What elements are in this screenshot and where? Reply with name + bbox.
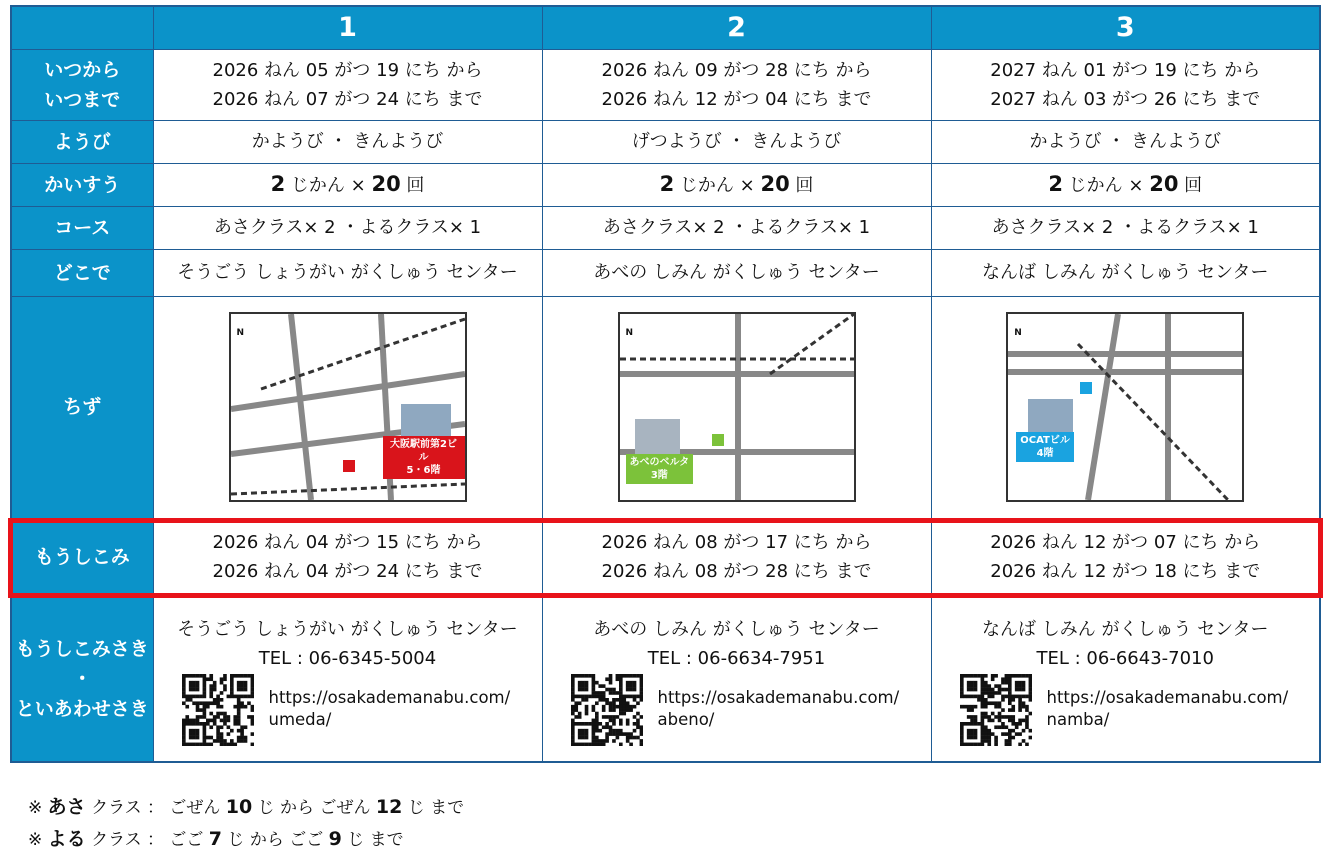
notes: [28, 792, 464, 856]
sessions-cell-3: [931, 163, 1320, 206]
contact-url[interactable]: [658, 687, 900, 731]
course-cell-1: あさクラス× 2 ・よるクラス× 1: [153, 206, 542, 249]
map-cell-2: [542, 296, 931, 518]
contact-name: なんば しみん がくしゅう センター: [982, 618, 1269, 640]
sessions-hours-unit: じかん ×: [285, 174, 372, 196]
row-header-sessions: かいすう: [11, 163, 153, 206]
contact-cell-1: [153, 596, 542, 762]
contact-url[interactable]: [269, 687, 511, 731]
map-namba: [1006, 312, 1244, 502]
column-header-3: 3: [931, 6, 1320, 49]
row-header-course: コース: [11, 206, 153, 249]
sessions-row: [11, 163, 1320, 206]
map-cell-1: [153, 296, 542, 518]
period-from: 2026 ねん 05 がつ 19 にち から: [212, 59, 483, 81]
place-cell-3: なんば しみん がくしゅう センター: [931, 249, 1320, 296]
weekday-cell-1: かようび ・ きんようび: [153, 120, 542, 163]
schedule-table: [10, 5, 1321, 763]
qr-code-icon[interactable]: [960, 674, 1032, 746]
note-text: じ まで: [402, 798, 465, 818]
map-label-line1: OCATビル: [1020, 435, 1070, 446]
row-header-period-line1: いつから: [44, 58, 121, 81]
map-umeda-label: [383, 436, 465, 479]
contact-name: あべの しみん がくしゅう センター: [593, 618, 880, 640]
row-header-apply: もうしこみ: [11, 518, 153, 596]
note-morning: [28, 792, 464, 824]
contact-tel[interactable]: TEL : 06-6345-5004: [258, 647, 437, 669]
apply-cell-3: [931, 518, 1320, 596]
row-header-map: ちず: [11, 296, 153, 518]
map-abeno: [618, 312, 856, 502]
apply-to: 2026 ねん 12 がつ 18 にち まで: [990, 561, 1261, 582]
row-header-contact: [11, 596, 153, 762]
course-cell-2: あさクラス× 2 ・よるクラス× 1: [542, 206, 931, 249]
qr-code-icon[interactable]: [571, 674, 643, 746]
sessions-hours: 2: [659, 171, 675, 196]
qr-code-icon[interactable]: [182, 674, 254, 746]
note-mark: ※: [28, 830, 48, 850]
sessions-times-unit: 回: [1178, 174, 1203, 196]
apply-cell-2: [542, 518, 931, 596]
row-header-period-line2: いつまで: [44, 88, 121, 111]
note-text: クラス ： ごぜん: [85, 798, 226, 818]
row-header-contact-line2: ・: [72, 667, 92, 690]
period-to: 2026 ねん 12 がつ 04 にち まで: [601, 88, 872, 110]
map-namba-label: [1016, 432, 1074, 462]
apply-from: 2026 ねん 04 がつ 15 にち から: [212, 532, 483, 553]
contact-url-line2: namba/: [1046, 709, 1110, 729]
corner-cell: [11, 6, 153, 49]
contact-url[interactable]: [1047, 687, 1289, 731]
place-cell-1: そうごう しょうがい がくしゅう センター: [153, 249, 542, 296]
note-class: あさ: [47, 796, 86, 818]
note-text: じ から ごご: [222, 830, 329, 850]
period-from: 2027 ねん 01 がつ 19 にち から: [990, 59, 1261, 81]
place-row: [11, 249, 1320, 296]
map-label-line2: 4階: [1036, 448, 1054, 459]
map-namba-roads: [1008, 314, 1242, 500]
apply-to: 2026 ねん 04 がつ 24 にち まで: [212, 561, 483, 582]
apply-from: 2026 ねん 08 がつ 17 にち から: [601, 532, 872, 553]
note-text: じ まで: [341, 830, 404, 850]
contact-url-line2: abeno/: [657, 709, 715, 729]
contact-url-line1: https://osakademanabu.com/: [268, 687, 511, 707]
place-cell-2: あべの しみん がくしゅう センター: [542, 249, 931, 296]
apply-cell-1: [153, 518, 542, 596]
sessions-times: 20: [1149, 171, 1179, 196]
map-cell-3: [931, 296, 1320, 518]
sessions-hours: 2: [1048, 171, 1063, 196]
apply-to: 2026 ねん 08 がつ 28 にち まで: [601, 561, 872, 582]
column-header-2: 2: [542, 6, 931, 49]
note-hour: 9: [328, 828, 342, 850]
sessions-times: 20: [760, 171, 790, 196]
sessions-cell-1: [153, 163, 542, 206]
period-to: 2026 ねん 07 がつ 24 にち まで: [212, 88, 483, 110]
sessions-hours: 2: [270, 171, 286, 196]
contact-tel[interactable]: TEL : 06-6643-7010: [1036, 647, 1214, 669]
sessions-times-unit: 回: [400, 174, 425, 196]
sessions-times-unit: 回: [789, 174, 814, 196]
note-hour: 7: [208, 828, 223, 850]
weekday-cell-2: げつようび ・ きんようび: [542, 120, 931, 163]
apply-from: 2026 ねん 12 がつ 07 にち から: [990, 532, 1261, 553]
north-icon: N: [236, 328, 245, 338]
north-icon: N: [1014, 328, 1022, 338]
period-row: [11, 49, 1320, 120]
course-cell-3: あさクラス× 2 ・よるクラス× 1: [931, 206, 1320, 249]
contact-cell-2: [542, 596, 931, 762]
header-row: [11, 6, 1320, 49]
north-icon: N: [625, 328, 634, 338]
note-hour: 10: [225, 796, 253, 818]
map-row: [11, 296, 1320, 518]
contact-name: そうごう しょうがい がくしゅう センター: [177, 618, 518, 640]
map-label-line1: 大阪駅前第2ビル: [390, 439, 457, 463]
row-header-period: [11, 49, 153, 120]
contact-url-line1: https://osakademanabu.com/: [657, 687, 900, 707]
apply-row: [11, 518, 1320, 596]
sessions-hours-unit: じかん ×: [674, 174, 761, 196]
period-to: 2027 ねん 03 がつ 26 にち まで: [990, 88, 1261, 110]
map-label-line2: 5・6階: [406, 465, 441, 476]
note-text: クラス ： ごご: [85, 830, 209, 850]
row-header-contact-line3: といあわせさき: [15, 697, 149, 720]
note-hour: 12: [375, 796, 403, 818]
period-cell-1: [153, 49, 542, 120]
contact-cell-3: [931, 596, 1320, 762]
period-cell-3: [931, 49, 1320, 120]
map-label-line2: 3階: [650, 470, 668, 481]
course-row: [11, 206, 1320, 249]
weekday-cell-3: かようび ・ きんようび: [931, 120, 1320, 163]
note-evening: [28, 824, 464, 856]
column-header-1: 1: [153, 6, 542, 49]
period-from: 2026 ねん 09 がつ 28 にち から: [601, 59, 872, 81]
row-header-place: どこで: [11, 249, 153, 296]
row-header-contact-line1: もうしこみさき: [15, 637, 149, 660]
row-header-weekday: ようび: [11, 120, 153, 163]
map-label-line1: あべのベルタ: [629, 457, 690, 468]
sessions-hours-unit: じかん ×: [1062, 174, 1150, 196]
period-cell-2: [542, 49, 931, 120]
contact-url-line2: umeda/: [268, 709, 332, 729]
note-mark: ※: [28, 798, 48, 818]
map-abeno-label: [626, 454, 694, 484]
contact-tel[interactable]: TEL : 06-6634-7951: [647, 647, 826, 669]
note-class: よる: [47, 828, 86, 850]
contact-url-line1: https://osakademanabu.com/: [1046, 687, 1289, 707]
weekday-row: [11, 120, 1320, 163]
sessions-times: 20: [371, 171, 401, 196]
note-text: じ から ごぜん: [252, 798, 376, 818]
contact-row: [11, 596, 1320, 762]
map-umeda: [229, 312, 467, 502]
sessions-cell-2: [542, 163, 931, 206]
